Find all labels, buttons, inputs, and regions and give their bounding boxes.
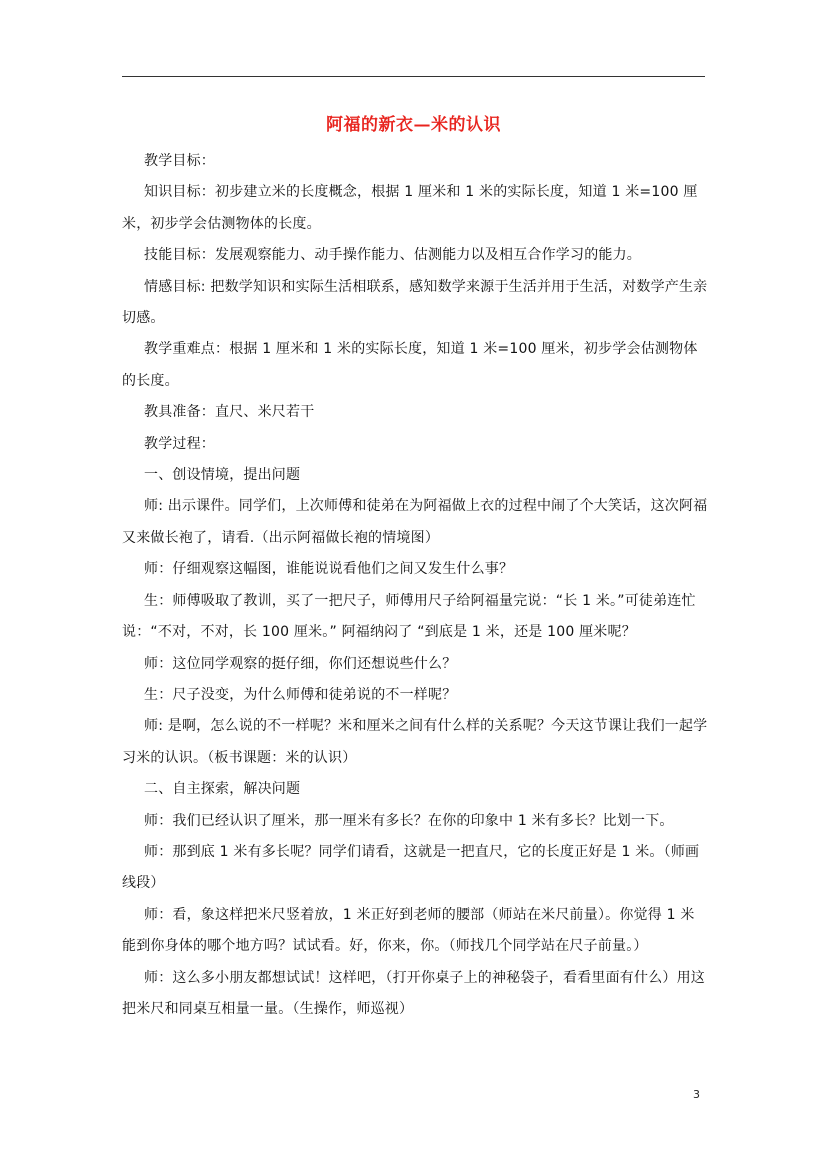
document-body	[122, 146, 708, 1025]
paragraph: 师：这位同学观察的挺仔细，你们还想说些什么？	[144, 655, 457, 672]
document-title: 阿福的新衣—米的认识	[326, 115, 501, 135]
paragraph: 师: 是啊，怎么说的不一样呢？米和厘米之间有什么样的关系呢？今天这节课让我们一起学习米的认识。（板书课题：米的认识）	[122, 718, 708, 766]
paragraph: 师：那到底 1 米有多长呢？同学们请看，这就是一把直尺，它的长度正好是 1 米。（师画线段）	[122, 843, 700, 892]
header-rule	[122, 76, 705, 77]
paragraph: 生：师傅吸取了教训，买了一把尺子，师傅用尺子给阿福量完说：“长 1 米。”可徒弟连忙说：“不对，不对，长 100 厘米。” 阿福纳闷了 “到底是 1 米，还是 100 厘米呢？	[122, 592, 696, 641]
paragraph: 教学过程：	[144, 435, 215, 452]
paragraph: 一、创设情境，提出问题	[144, 467, 301, 484]
paragraph: 师：仔细观察这幅图，谁能说说看他们之间又发生什么事？	[144, 561, 514, 578]
paragraph: 技能目标：发展观察能力、动手操作能力、估测能力以及相互合作学习的能力。	[144, 247, 641, 264]
page-number: 3	[693, 1088, 700, 1101]
paragraph: 教学目标：	[144, 153, 215, 169]
paragraph: 教学重难点：根据 1 厘米和 1 米的实际长度，知道 1 米=100 厘米，初步学会估测物体的长度。	[122, 341, 698, 389]
paragraph: 师: 出示课件。同学们，上次师傅和徒弟在为阿福做上衣的过程中闹了个大笑话，这次阿福又来做长袍了，请看.（出示阿福做长袍的情境图）	[122, 498, 708, 546]
paragraph: 情感目标: 把数学知识和实际生活相联系，感知数学来源于生活并用于生活，对数学产生亲切感。	[122, 278, 708, 327]
paragraph: 生：尺子没变，为什么师傅和徒弟说的不一样呢？	[144, 686, 457, 703]
paragraph: 师：看，象这样把米尺竖着放，1 米正好到老师的腰部（师站在米尺前量）。你觉得 1 米能到你身体的哪个地方吗？试试看。好，你来，你。（师找几个同学站在尺子前量。）	[122, 906, 695, 955]
paragraph: 师：我们已经认识了厘米，那一厘米有多长？在你的印象中 1 米有多长？比划一下。	[144, 812, 674, 829]
paragraph: 师：这么多小朋友都想试试！这样吧，（打开你桌子上的神秘袋子，看看里面有什么）用这把米尺和同桌互相量一量。（生操作，师巡视）	[122, 969, 705, 1017]
paragraph: 二、自主探索，解决问题	[144, 781, 301, 798]
paragraph: 知识目标：初步建立米的长度概念，根据 1 厘米和 1 米的实际长度，知道 1 米=100 厘米，初步学会估测物体的长度。	[122, 184, 698, 232]
paragraph: 教具准备：直尺、米尺若干	[144, 404, 315, 421]
